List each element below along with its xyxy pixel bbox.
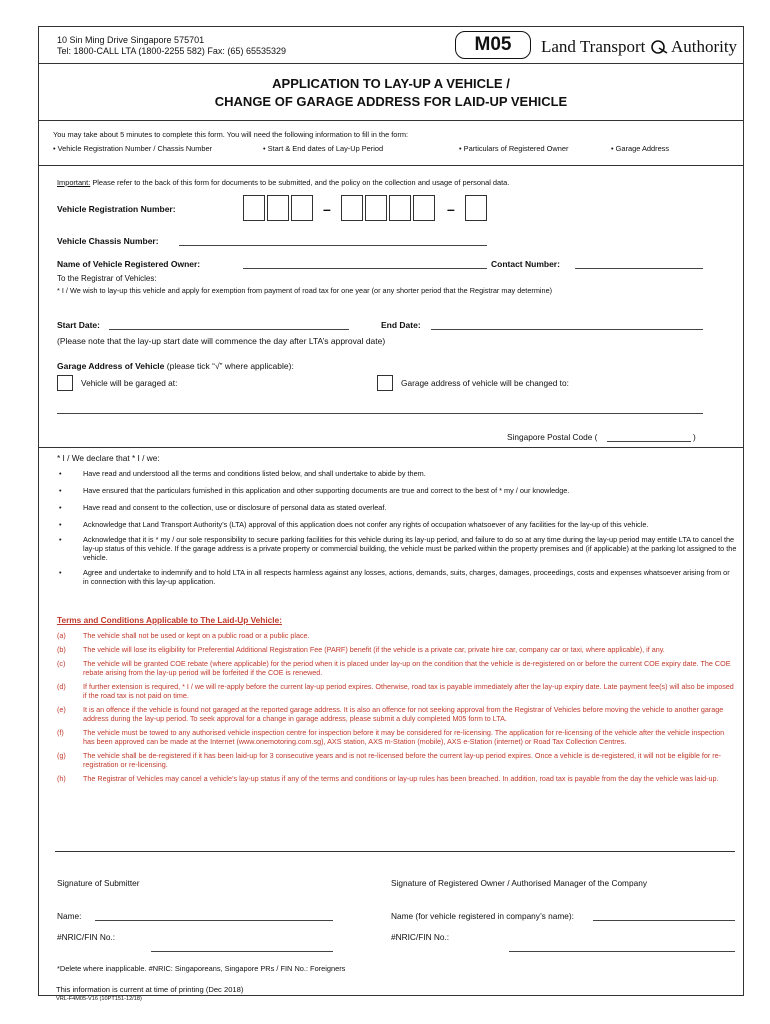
form-page: [38, 26, 744, 996]
owner-input-line[interactable]: [243, 268, 487, 269]
owner-nric-line[interactable]: [509, 951, 735, 952]
submitter-name-label: Name:: [57, 911, 82, 921]
vehicle-reg-box[interactable]: [389, 195, 411, 221]
end-date-input-line[interactable]: [431, 329, 703, 330]
start-date-label: Start Date:: [57, 320, 100, 330]
lta-address: 10 Sin Ming Drive Singapore 575701: [57, 35, 205, 45]
start-date-note: (Please note that the lay-up start date will commence the day after LTA’s approval date): [57, 336, 386, 346]
owner-signature-line[interactable]: [389, 851, 735, 852]
declare-heading: * I / We declare that * I / we:: [57, 453, 160, 463]
submitter-signature-label: Signature of Submitter: [57, 878, 140, 888]
contact-input-line[interactable]: [575, 268, 703, 269]
intro-item: • Vehicle Registration Number / Chassis Number: [53, 144, 213, 153]
logo-text-left: Land Transport: [541, 37, 646, 56]
end-date-label: End Date:: [381, 320, 421, 330]
address-change-label: Garage address of vehicle will be changed to:: [401, 378, 569, 388]
declaration-item: • Have ensured that the particulars furnished in this application and other supporting documents are true and correct to the best of * my / our knowledge.: [57, 486, 737, 495]
terms-heading: Terms and Conditions Applicable to The Laid-Up Vehicle:: [57, 615, 282, 625]
terms-list: [57, 631, 737, 788]
term-item: (e) It is an offence if the vehicle is found not garaged at the reported garage address. It is also an offence for not seeking approval from the Registrar of Vehicles before moving the vehicle to another garage address during the lay-up period. To seek approval for a change in garage address, please submit a duly completed M05 form to LTA.: [57, 705, 724, 723]
intro-text: You may take about 5 minutes to complete this form. You will need the following information to fill in the form:: [53, 130, 409, 139]
lta-logo: [541, 37, 737, 57]
term-item: (a) The vehicle shall not be used or kept on a public road or a public place.: [57, 631, 310, 640]
vehicle-reg-box[interactable]: [291, 195, 313, 221]
intro-divider: [39, 165, 743, 166]
garage-divider: [39, 447, 743, 448]
postal-code-label: Singapore Postal Code (: [507, 432, 598, 442]
address-change-checkbox[interactable]: [377, 375, 393, 391]
intro-item: • Particulars of Registered Owner: [459, 144, 569, 153]
vehicle-reg-box[interactable]: [365, 195, 387, 221]
contact-label: Contact Number:: [491, 259, 560, 269]
wish-text: * I / We wish to lay-up this vehicle and apply for exemption from payment of road tax for one year (or any shorter period that the Registrar may determine): [57, 286, 553, 295]
term-item: (h) The Registrar of Vehicles may cancel a vehicle’s lay-up status if any of the terms and conditions or lay-up rules has been breached. In addition, road tax is payable from the day the vehicle was laid-up.: [57, 774, 719, 783]
postal-code-close: ): [693, 432, 696, 442]
owner-name-line[interactable]: [593, 920, 735, 921]
submitter-nric-label: #NRIC/FIN No.:: [57, 932, 116, 942]
term-item: (f) The vehicle must be towed to any authorised vehicle inspection centre for inspection before it may be considered for re-licensing. The application for re-licensing of the vehicle after the vehicle inspection has been approved can be made at the Internet (www.onemotoring.com.sg), AXS station, AXS m-Station (mobile), AXS e-Station (internet) or Road Tax Collection Centres.: [57, 728, 725, 746]
form-title-line1: APPLICATION TO LAY-UP A VEHICLE /: [272, 76, 510, 91]
intro-item: • Start & End dates of Lay-Up Period: [263, 144, 384, 153]
form-code-badge: M05: [455, 31, 531, 59]
garage-address-line[interactable]: [57, 413, 703, 414]
important-note: Important: Please refer to the back of this form for documents to be submitted, and the policy on the collection and usage of personal data.: [57, 178, 510, 187]
term-item: (g) The vehicle shall be de-registered if it has been laid-up for 3 consecutive years and is not re-licensed before the current lay-up period expires. Once a vehicle is de-registered, it will not be eligible for re-registration or re-licensing.: [57, 751, 722, 769]
header-divider: [39, 63, 743, 64]
postal-code-input-line[interactable]: [607, 441, 691, 442]
vehicle-reg-label: Vehicle Registration Number:: [57, 204, 176, 214]
intro-item: • Garage Address: [611, 144, 670, 153]
owner-name-label: Name (for vehicle registered in company’s name):: [391, 911, 574, 921]
declaration-list: [57, 469, 737, 591]
submitter-name-line[interactable]: [95, 920, 333, 921]
start-date-input-line[interactable]: [109, 329, 349, 330]
vehicle-reg-box[interactable]: [465, 195, 487, 221]
printing-note: This information is current at time of printing (Dec 2018): [56, 985, 244, 994]
title-divider: [39, 120, 743, 121]
reg-separator: –: [447, 201, 455, 217]
form-title-line2: CHANGE OF GARAGE ADDRESS FOR LAID-UP VEHICLE: [214, 94, 568, 109]
owner-signature-label: Signature of Registered Owner / Authorised Manager of the Company: [391, 878, 647, 888]
lta-contact: Tel: 1800-CALL LTA (1800-2255 582) Fax: (65) 65535329: [57, 46, 286, 56]
submitter-nric-line[interactable]: [151, 951, 333, 952]
vehicle-reg-box[interactable]: [341, 195, 363, 221]
form-version-code: VRL-F4M05-V16 (10PT151-12/18): [56, 996, 142, 1002]
declaration-item: • Acknowledge that it is * my / our sole responsibility to secure parking facilities for this vehicle during its lay-up period, and failure to do so at any time during the lay-up period may entitle LTA to cancel the lay-up status of this vehicle. If the garage address is a private property or commercial building, the vehicle must be parked within the property premises and (if applicable) at the parking lot assigned to the vehicle.: [57, 535, 737, 562]
logo-emblem-icon: [650, 39, 668, 53]
declaration-item: • Have read and understood all the terms and conditions listed below, and shall undertake to abide by them.: [57, 469, 737, 478]
term-item: (d) If further extension is required, * I / we will re-apply before the current lay-up period expires. Otherwise, road tax is payable immediately after the lay-up expiry date. Late payment fee(s) will also be imposed if the road tax is not paid on time.: [57, 682, 734, 700]
garaged-at-checkbox[interactable]: [57, 375, 73, 391]
garage-heading: Garage Address of Vehicle (please tick “√” where applicable):: [57, 361, 294, 371]
declaration-item: • Acknowledge that Land Transport Authority’s (LTA) approval of this application does not confer any rights of occupation whatsoever of any facilities for the lay-up of this vehicle.: [57, 520, 737, 529]
to-registrar: To the Registrar of Vehicles:: [57, 274, 157, 283]
logo-text-right: Authority: [670, 37, 738, 56]
term-item: (b) The vehicle will lose its eligibility for Preferential Additional Registration Fee (PARF) benefit (if the vehicle is a private car, private hire car, company car or taxi, where applicable), if any.: [57, 645, 665, 654]
reg-separator: –: [323, 201, 331, 217]
vehicle-reg-box[interactable]: [243, 195, 265, 221]
vehicle-reg-box[interactable]: [413, 195, 435, 221]
vehicle-reg-box[interactable]: [267, 195, 289, 221]
chassis-input-line[interactable]: [179, 245, 487, 246]
declaration-item: • Have read and consent to the collection, use or disclosure of personal data as stated overleaf.: [57, 503, 737, 512]
garaged-at-label: Vehicle will be garaged at:: [81, 378, 178, 388]
footnote: *Delete where inapplicable. #NRIC: Singaporeans, Singapore PRs / FIN No.: Foreigners: [57, 964, 346, 973]
term-item: (c) The vehicle will be granted COE rebate (where applicable) for the period when it is placed under lay-up on the condition that the vehicle is de-registered on or before the current COE expiry date. The COE rebate arising from the lay-up period will be forfeited if the COE is renewed.: [57, 659, 731, 677]
submitter-signature-line[interactable]: [55, 851, 391, 852]
owner-nric-label: #NRIC/FIN No.:: [391, 932, 450, 942]
declaration-item: • Agree and undertake to indemnify and to hold LTA in all respects harmless against any losses, actions, demands, suits, charges, damages, proceedings, costs and expenses whatsoever arising from or in connection with this lay-up application.: [57, 568, 737, 586]
owner-label: Name of Vehicle Registered Owner:: [57, 259, 201, 269]
chassis-label: Vehicle Chassis Number:: [57, 236, 159, 246]
